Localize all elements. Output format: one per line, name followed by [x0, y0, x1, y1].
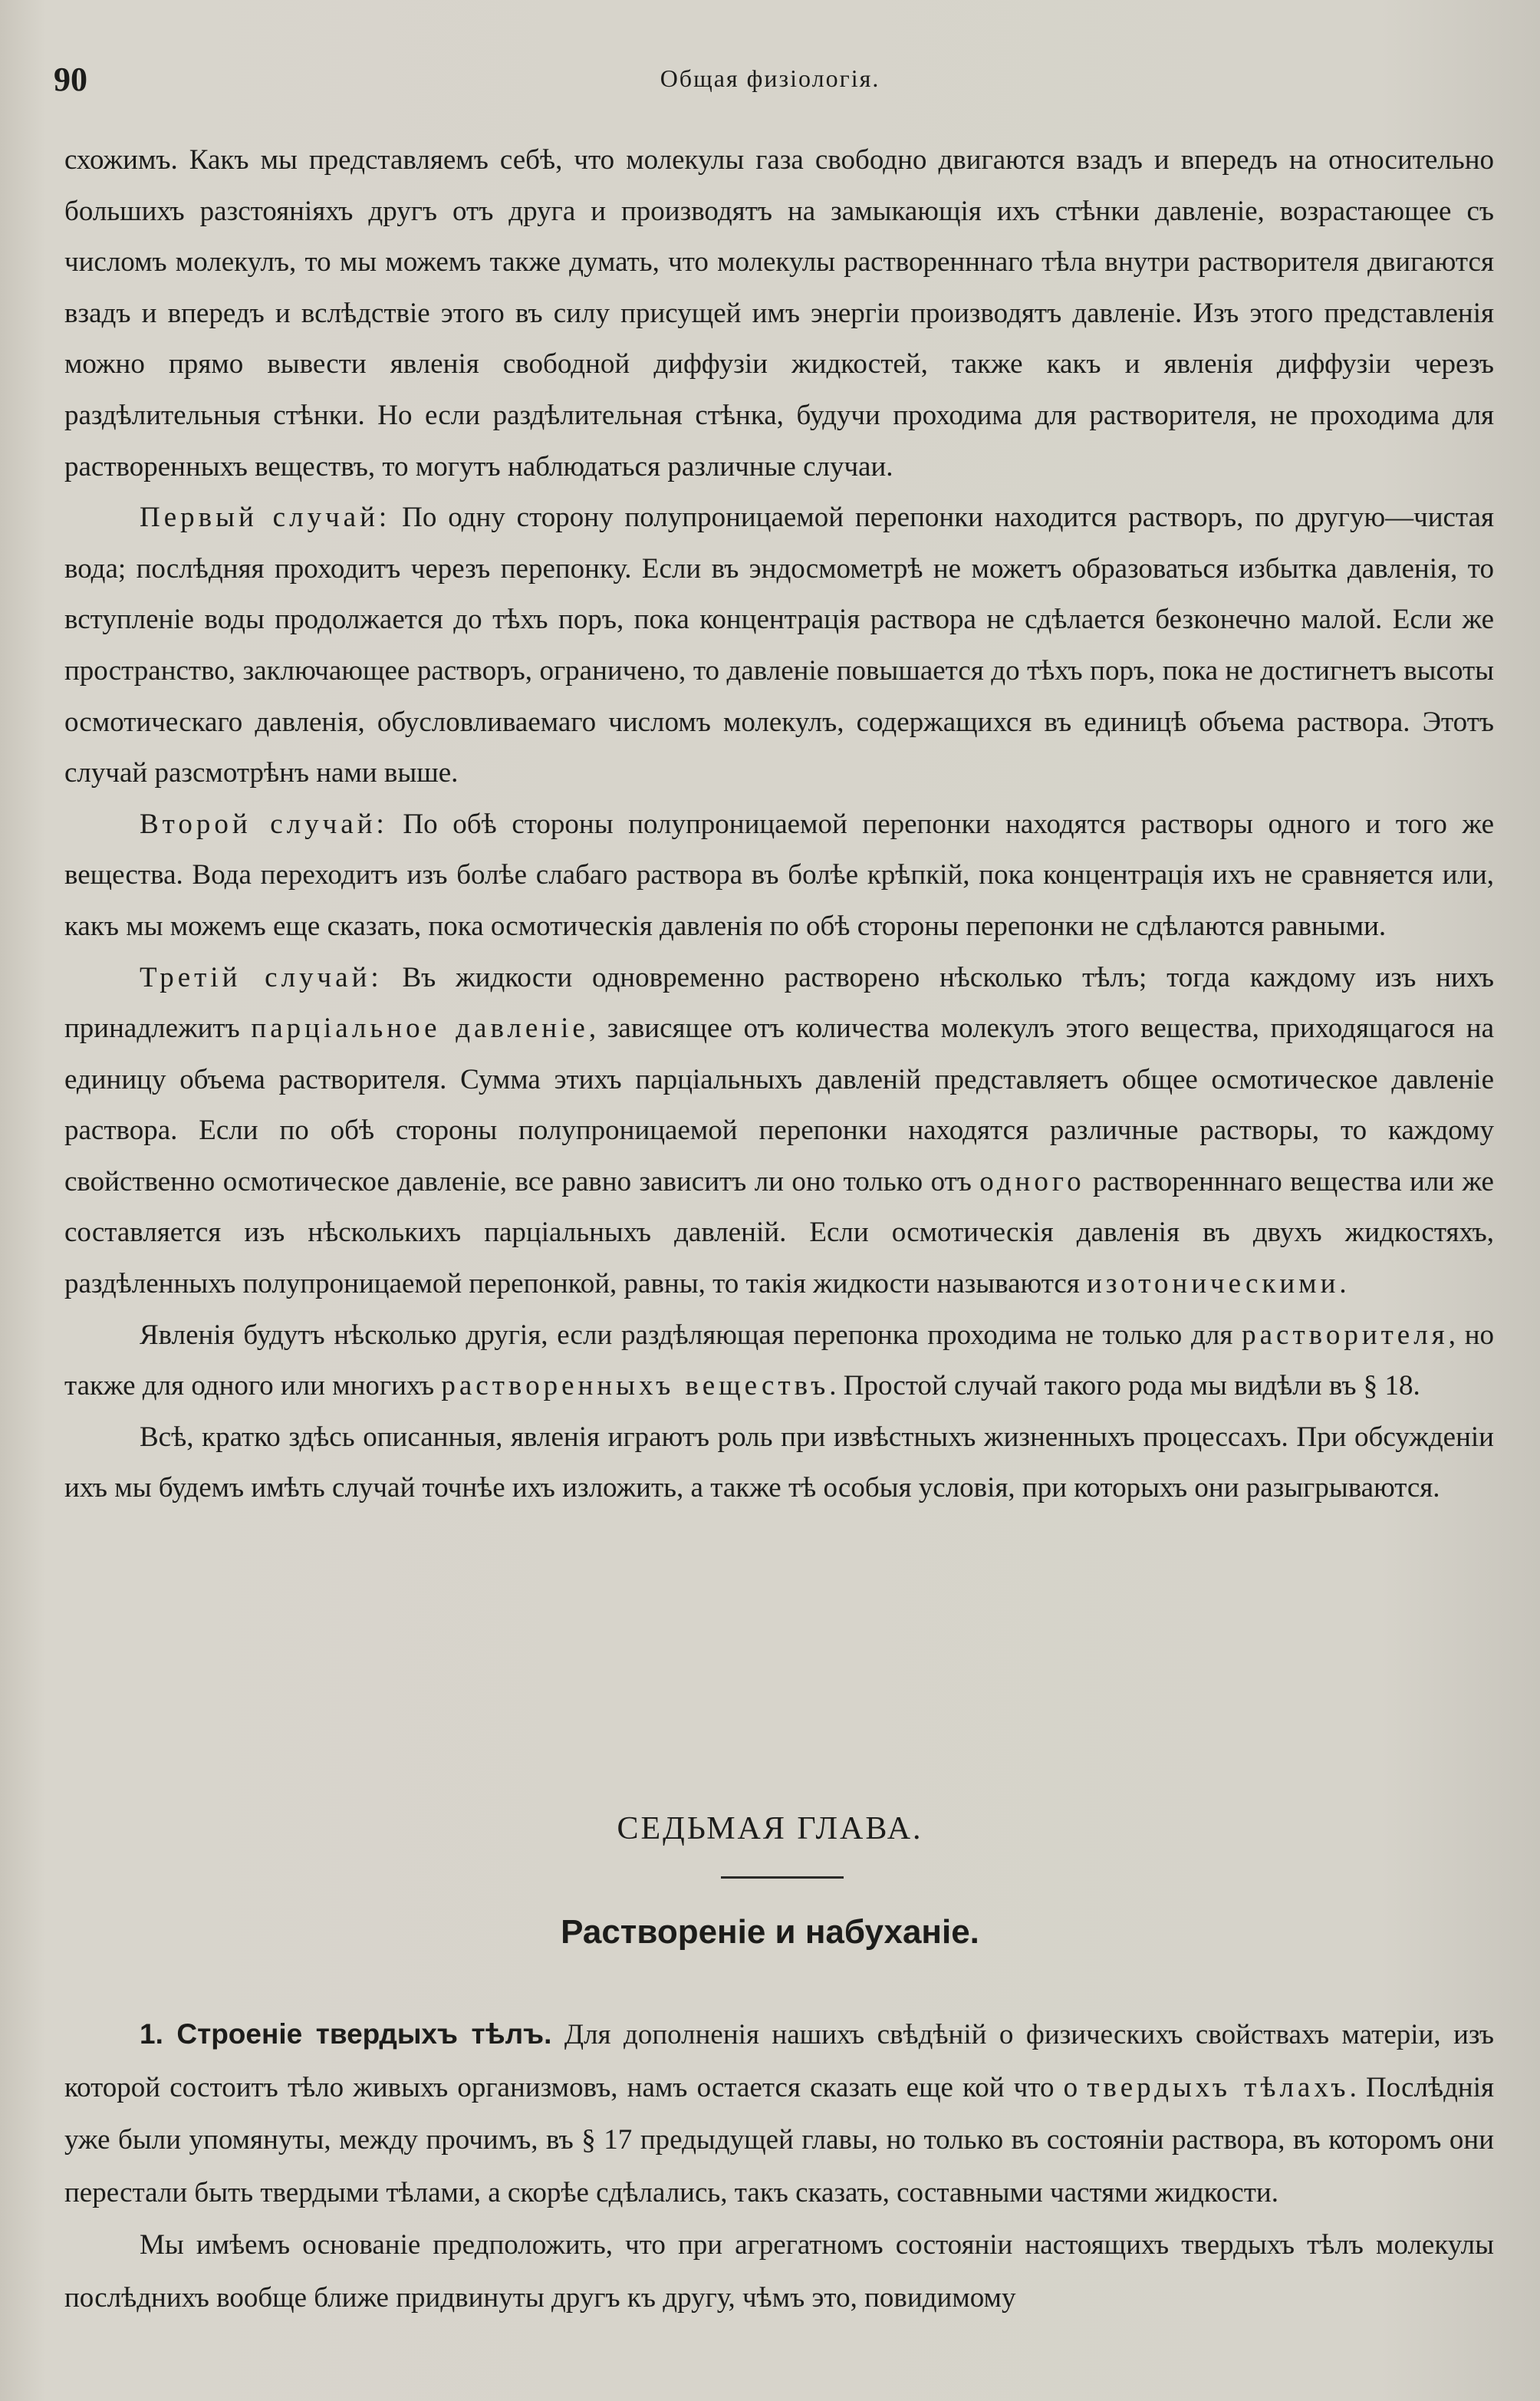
- term-one: одного: [979, 1165, 1085, 1197]
- chapter-title: Растворенiе и набуханiе.: [561, 1913, 979, 1951]
- solids-text-a: Для дополненiя нашихъ свѣдѣнiй о физическихъ свойствахъ матерiи, изъ которой состоитъ тѣло живыхъ организмовъ, намъ остается сказать еще кой что о: [64, 2019, 1495, 2103]
- other-text-c: . Простой случай такого рода мы видѣли въ § 18.: [829, 1370, 1420, 1402]
- case-3-text-d: .: [1339, 1268, 1347, 1300]
- case-3-text-a: Въ жидкости одновременно растворено нѣсколько тѣлъ; тогда каждому изъ нихъ принадлежитъ: [64, 961, 1494, 1045]
- chapter-body: [64, 2008, 1494, 2324]
- other-text-a: Явленiя будутъ нѣсколько другiя, если раздѣляющая перепонка проходима не только для: [140, 1319, 1242, 1351]
- paragraph-case-1: [64, 492, 1494, 799]
- term-solutes: растворенныхъ веществъ: [441, 1370, 830, 1402]
- term-partial-pressure: парцiальное давленiе: [251, 1013, 589, 1045]
- term-solid-bodies: твердыхъ тѣлахъ: [1087, 2071, 1350, 2103]
- case-1-text: По одну сторону полупроницаемой перепонки находится растворъ, по другую—чистая вода; послѣдняя проходитъ черезъ перепонку. Если въ эндосмометрѣ не можетъ образоваться избытка давленiя, то вступленiе воды продолжается до тѣхъ поръ, пока концентрацiя раствора не сдѣлается безконечно малой. Если же пространство, заключающее растворъ, ограничено, то давленiе повышается до тѣхъ поръ, пока не достигнетъ высоты осмотическаго давленiя, обусловливаемаго числомъ молекулъ, содержащихся въ единицѣ объема раствора. Этотъ случай разсмотрѣнъ нами выше.: [64, 502, 1494, 789]
- case-1-label: Первый случай:: [140, 502, 391, 534]
- case-3-text-c: растворенннаго вещества или же составляется изъ нѣсколькихъ парцiальныхъ давленiй. Если осмотическiя давленiя въ двухъ жидкостяхъ, раздѣленныхъ полупроницаемой перепонкой, равны, то такiя жидкости называются: [64, 1165, 1494, 1300]
- solids-text-b: . Послѣднiя уже были упомянуты, между прочимъ, въ § 17 предыдущей главы, но только въ состоянiи раствора, въ которомъ они перестали быть твердыми тѣлами, а скорѣе сдѣлались, такъ сказать, составными частями жидкости.: [64, 2071, 1495, 2208]
- page-header: [54, 60, 1486, 114]
- page-number: 90: [54, 61, 87, 98]
- running-head: Общая физiологiя.: [660, 64, 880, 92]
- case-3-label: Третiй случай:: [140, 961, 383, 993]
- chapter-number: СЕДЬМАЯ ГЛАВА.: [617, 1811, 923, 1846]
- case-2-text: По обѣ стороны полупроницаемой перепонки находятся растворы одного и того же вещества. Вода переходитъ изъ болѣе слабаго раствора въ болѣе крѣпкiй, пока концентрацiя ихъ не сравняется или, какъ мы можемъ еще сказать, пока осмотическiя давленiя по обѣ стороны перепонки не сдѣлаются равными.: [64, 808, 1494, 942]
- body-text: [64, 135, 1494, 1514]
- paragraph-summary: Всѣ, кратко здѣсь описанныя, явленiя играютъ роль при извѣстныхъ жизненныхъ процессахъ. При обсужденiи ихъ мы будемъ имѣть случай точнѣе ихъ изложить, а также тѣ особыя условiя, при которыхъ они разыгрываются.: [64, 1421, 1494, 1504]
- chapter-divider: [721, 1876, 844, 1879]
- paragraph-other-phenomena: [64, 1310, 1494, 1412]
- case-3-text-b: , зависящее отъ количества молекулъ этого вещества, приходящагося на единицу объема растворителя. Сумма этихъ парцiальныхъ давленiй представляетъ общее осмотическое давленiе раствора. Если по обѣ стороны полупроницаемой перепонки находятся различные растворы, то каждому свойственно осмотическое давленiе, все равно зависитъ ли оно только отъ: [64, 1013, 1495, 1197]
- paragraph-case-3: [64, 953, 1494, 1310]
- other-text-b: , но также для одного или многихъ: [64, 1319, 1494, 1402]
- paragraph-case-2: [64, 799, 1494, 953]
- case-2-label: Второй случай:: [140, 808, 388, 840]
- term-solvent: растворителя: [1242, 1319, 1449, 1351]
- paragraph-solids: [64, 2008, 1494, 2219]
- paragraph-continuation: схожимъ. Какъ мы представляемъ себѣ, что молекулы газа свободно двигаются взадъ и впередъ на относительно большихъ разстоянiяхъ другъ отъ друга и производятъ на замыкающiя ихъ стѣнки давленiе, возрастающее съ числомъ молекулъ, то мы можемъ также думать, что молекулы растворенннаго тѣла внутри растворителя двигаются взадъ и впередъ и вслѣдствiе этого въ силу присущей имъ энергiи производятъ давленiе. Изъ этого представленiя можно прямо вывести явленiя свободной диффузiи жидкостей, также какъ и явленiя диффузiи черезъ раздѣлительныя стѣнки. Но если раздѣлительная стѣнка, будучи проходима для растворителя, не проходима для растворенныхъ веществъ, то могутъ наблюдаться различные случаи.: [64, 144, 1494, 483]
- section-heading-solids: 1. Строенiе твердыхъ тѣлъ.: [140, 2018, 552, 2050]
- term-isotonic: изотоническими: [1087, 1268, 1340, 1300]
- paragraph-last: Мы имѣемъ основанiе предположить, что при агрегатномъ состоянiи настоящихъ твердыхъ тѣлъ молекулы послѣднихъ вообще ближе придвинуты другъ къ другу, чѣмъ это, повидимому: [64, 2229, 1494, 2314]
